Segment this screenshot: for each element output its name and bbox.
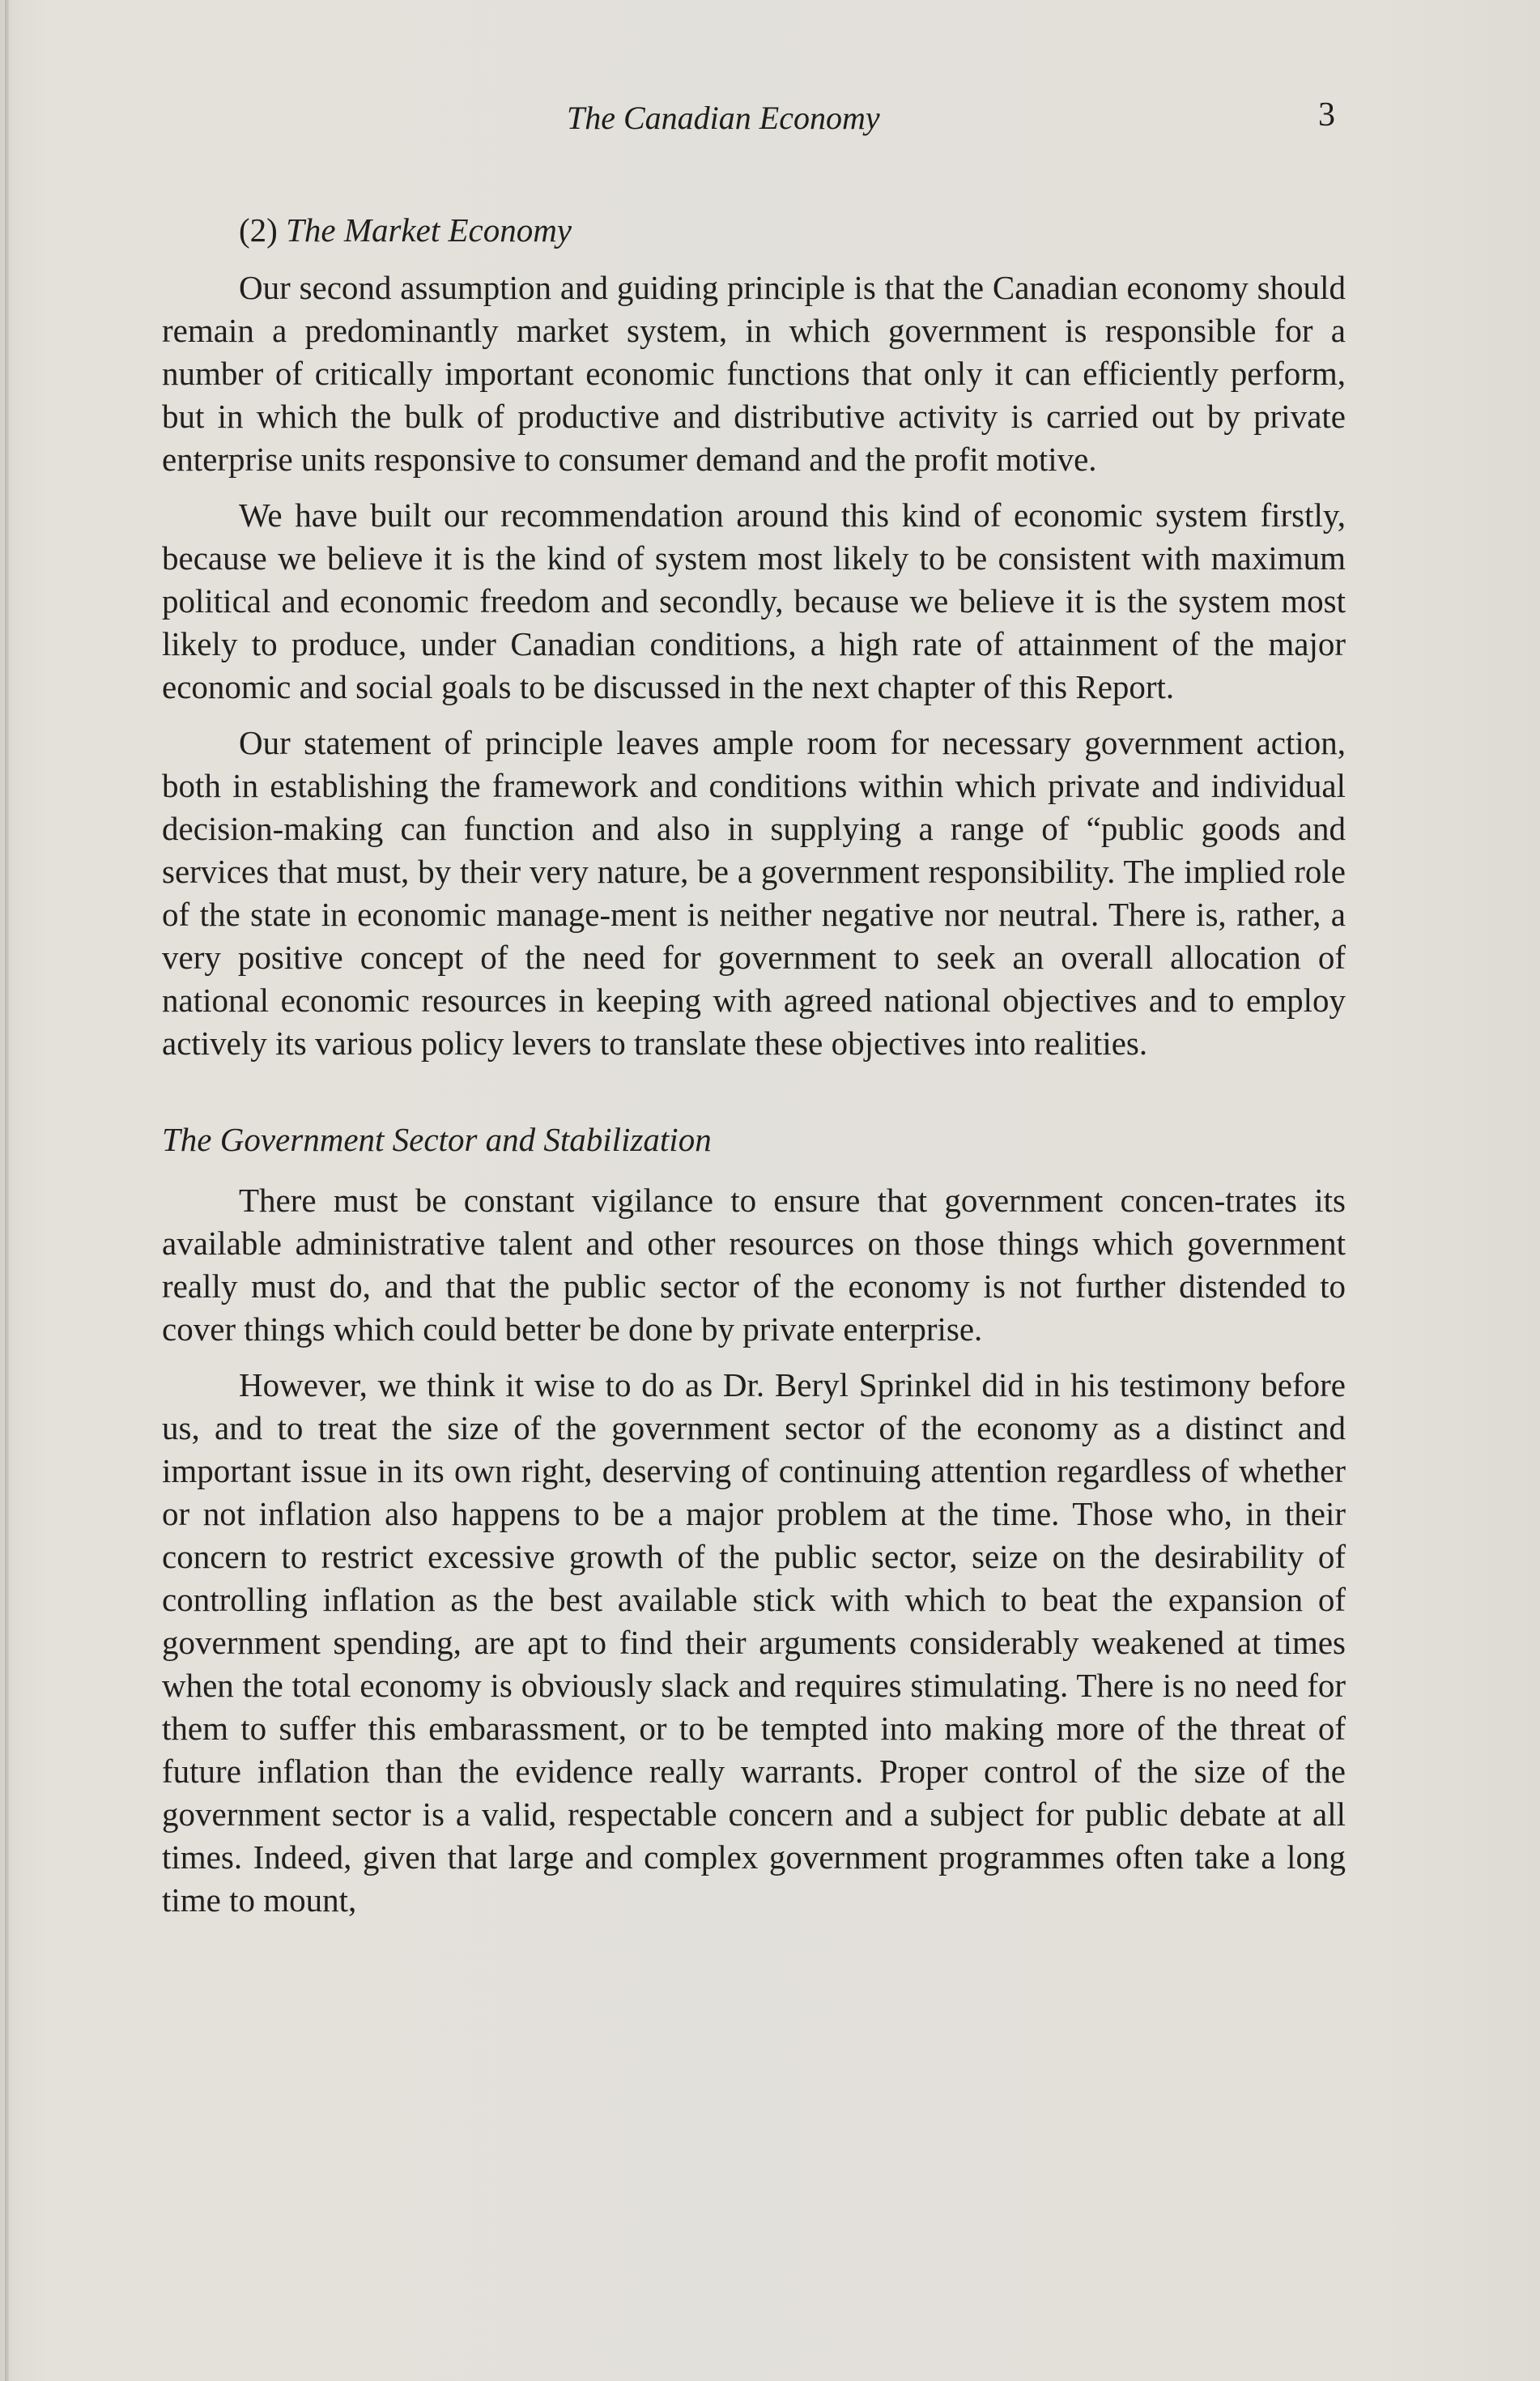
paragraph-government-1: There must be constant vigilance to ensure that government concen-trates its available administrative talent and other resources on those things which government really must do, and that the public sector of the economy is not further distended to cover things which could better be done by private enterprise.	[162, 1182, 1346, 1348]
body-text	[162, 209, 1346, 1935]
running-title: The Canadian Economy	[567, 100, 880, 136]
paragraph-government-2: However, we think it wise to do as Dr. Beryl Sprinkel did in his testimony before us, and to treat the size of the government sector of the economy as a distinct and important issue in its own right, deserving of continuing attention regardless of whether or not inflation also happens to be a major problem at the time. Those who, in their concern to restrict excessive growth of the public sector, seize on the desirability of controlling inflation as the best available stick with which to beat the expansion of government spending, are apt to find their arguments considerably weakened at times when the total economy is obviously slack and requires stimulating. There is no need for them to suffer this embarassment, or to be tempted into making more of the threat of future inflation than the evidence really warrants. Proper control of the size of the government sector is a valid, respectable concern and a subject for public debate at all times. Indeed, given that large and complex government programmes often take a long time to mount,	[162, 1366, 1346, 1919]
page-number: 3	[1318, 96, 1335, 134]
section-heading-government-sector: The Government Sector and Stabilization	[162, 1121, 712, 1158]
paragraph-market-3: Our statement of principle leaves ample room for necessary government action, both in establishing the framework and conditions within which private and individual decision-making can function and also in supplying a range of “public goods and services that must, by their very nature, be a government responsibility. The implied role of the state in economic manage-ment is neither negative nor neutral. There is, rather, a very positive concept of the need for government to seek an overall allocation of national economic resources in keeping with agreed national objectives and to employ actively its various policy levers to translate these objectives into realities.	[162, 724, 1346, 1062]
paragraph-market-2: We have built our recommendation around this kind of economic system firstly, because we believe it is the kind of system most likely to be consistent with maximum political and economic freedom and secondly, because we believe it is the system most likely to produce, under Canadian conditions, a high rate of attainment of the major economic and social goals to be discussed in the next chapter of this Report.	[162, 496, 1346, 705]
paragraph-market-1: Our second assumption and guiding principle is that the Canadian economy should remain a predominantly market system, in which government is responsible for a number of critically important economic functions that only it can efficiently perform, but in which the bulk of productive and distributive activity is carried out by private enterprise units responsive to consumer demand and the profit motive.	[162, 269, 1346, 478]
subsection-heading-market-economy	[239, 209, 1346, 252]
subsection-number: (2)	[239, 211, 278, 249]
subsection-title: The Market Economy	[286, 211, 572, 249]
binding-gutter	[5, 0, 9, 2381]
